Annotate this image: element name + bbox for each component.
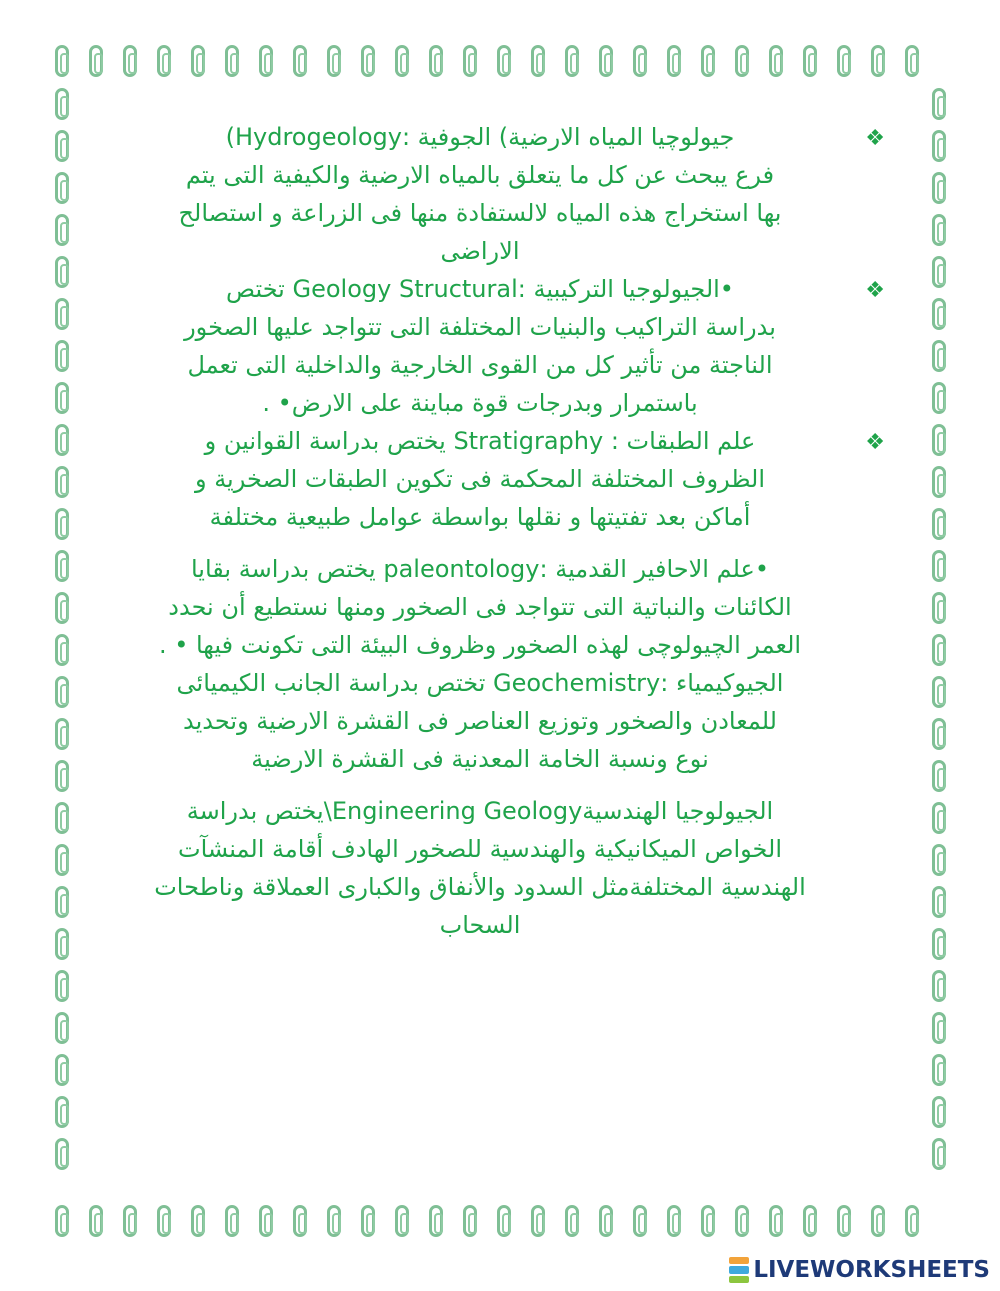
text-line: الهندسية المختلفةمثل السدود والأنفاق والكبارى العملاقة وناطحات [154,873,806,901]
paperclip-icon [497,1205,511,1237]
paperclip-icon [769,1205,783,1237]
paperclip-icon [429,45,443,77]
text-line: علم الطبقات : Stratigraphy يختص بدراسة القوانين و [204,427,756,455]
paperclip-icon [55,928,69,960]
paperclip-icon [55,550,69,582]
paperclip-icon [932,928,946,960]
paperclip-icon [429,1205,443,1237]
paperclip-icon [599,1205,613,1237]
paperclip-icon [55,718,69,750]
paperclip-icon [905,45,919,77]
paperclip-icon [667,1205,681,1237]
text-line: الجيولوجيا الهندسيةEngineering Geology\يختص بدراسة [186,797,774,825]
paperclip-icon [55,466,69,498]
brand-name: LIVEWORKSHEETS [753,1257,990,1283]
logo-bar-icon [729,1266,749,1273]
paperclip-icon [55,340,69,372]
paperclip-icon [667,45,681,77]
paperclip-icon [837,45,851,77]
paperclip-icon [932,1012,946,1044]
paperclip-icon [932,802,946,834]
paperclip-icon [932,718,946,750]
paperclip-icon [932,676,946,708]
paperclip-icon [932,340,946,372]
text-line: الجيوكيمياء :Geochemistry تختص بدراسة الجانب الكيميائى [176,669,784,697]
paperclip-icon [565,1205,579,1237]
paperclip-icon [259,1205,273,1237]
paperclip-icon [932,1138,946,1170]
text-line: فرع يبحث عن كل ما يتعلق بالمياه الارضية والكيفية التى يتم [185,161,775,189]
text-line: الاراضى [440,237,520,265]
paperclip-icon [327,1205,341,1237]
paperclip-icon [395,45,409,77]
paperclip-icon [55,886,69,918]
logo-bar-icon [729,1276,749,1283]
paragraph-hydrogeology [110,118,885,270]
text-line: الكائنات والنباتية التى تتواجد فى الصخور ومنها نستطيع أن نحدد [168,593,792,621]
paperclip-icon [259,45,273,77]
liveworksheets-logo[interactable] [729,1257,990,1283]
paperclip-icon [497,45,511,77]
text-line: السحاب [439,911,521,939]
paperclip-icon [55,508,69,540]
paperclip-icon [932,508,946,540]
paperclip-icon [123,45,137,77]
paperclip-icon [293,45,307,77]
paperclip-icon [55,592,69,624]
paperclip-icon [769,45,783,77]
paperclip-icon [123,1205,137,1237]
text-line: باستمرار وبدرجات قوة مباينة على الارض• . [262,389,698,417]
paragraph-paleontology-geochemistry [110,550,850,778]
paperclip-icon [89,1205,103,1237]
paperclip-icon [55,676,69,708]
text-line: أماكن بعد تفتيتها و نقلها بواسطة عوامل طبيعية مختلفة [209,503,751,531]
paperclip-icon [55,1138,69,1170]
text-line: •الجيولوجيا التركيبية :Geology Structural تختص [226,275,734,303]
paperclip-icon [361,45,375,77]
paperclip-icon [735,1205,749,1237]
text-line: الظروف المختلفة المحكمة فى تكوين الطبقات الصخرية و [194,465,766,493]
paragraph-engineering-geology [110,792,850,944]
paperclip-icon [932,424,946,456]
paperclip-icon [932,130,946,162]
text-line: جيولوچيا المياه الارضية) الجوفية :Hydrogeology) [225,123,735,151]
paperclip-icon [55,214,69,246]
paperclip-icon [871,45,885,77]
paperclip-icon [837,1205,851,1237]
paperclip-icon [932,172,946,204]
paperclip-icon [932,1096,946,1128]
paperclip-icon [932,550,946,582]
diamond-bullet-icon: ❖ [865,278,885,303]
paperclip-icon [932,592,946,624]
paperclip-icon [225,45,239,77]
paperclip-icon [55,382,69,414]
paperclip-icon [395,1205,409,1237]
paperclip-icon [633,1205,647,1237]
paperclip-icon [871,1205,885,1237]
paperclip-icon [55,424,69,456]
text-line: الناجتة من تأثير كل من القوى الخارجية والداخلية التى تعمل [187,351,773,379]
paperclip-icon [932,382,946,414]
text-line: •علم الاحافير القدمية :paleontology يختص بدراسة بقايا [190,555,769,583]
paperclip-icon [361,1205,375,1237]
paperclip-icon [55,634,69,666]
paperclip-icon [55,172,69,204]
logo-bar-icon [729,1257,749,1264]
paperclip-icon [932,970,946,1002]
worksheet-text [110,118,885,944]
paperclip-icon [225,1205,239,1237]
paperclip-icon [932,886,946,918]
paperclip-icon [531,45,545,77]
paragraph-stratigraphy [110,422,885,536]
paperclip-icon [157,1205,171,1237]
paperclip-icon [633,45,647,77]
paperclip-icon [55,88,69,120]
paperclip-icon [191,45,205,77]
paperclip-icon [531,1205,545,1237]
paperclip-icon [327,45,341,77]
paperclip-icon [55,298,69,330]
liveworksheets-logo-icon [729,1257,749,1283]
paperclip-icon [932,88,946,120]
paperclip-icon [157,45,171,77]
text-line: الخواص الميكانيكية والهندسية للصخور الهادف أقامة المنشآت [177,835,783,863]
paperclip-icon [803,1205,817,1237]
paperclip-icon [55,1012,69,1044]
paperclip-icon [932,466,946,498]
paperclip-icon [55,844,69,876]
paperclip-icon [55,256,69,288]
paperclip-icon [55,802,69,834]
text-line: بدراسة التراكيب والبنيات المختلفة التى تتواجد عليها الصخور [184,313,776,341]
paperclip-icon [463,45,477,77]
diamond-bullet-icon: ❖ [865,430,885,455]
diamond-bullet-icon: ❖ [865,126,885,151]
paperclip-icon [932,1054,946,1086]
paperclip-icon [932,298,946,330]
paperclip-icon [55,130,69,162]
paperclip-icon [701,1205,715,1237]
paperclip-icon [89,45,103,77]
paperclip-icon [932,214,946,246]
paperclip-icon [735,45,749,77]
paperclip-icon [463,1205,477,1237]
text-line: للمعادن والصخور وتوزيع العناصر فى القشرة الارضية وتحديد [183,707,777,735]
paperclip-icon [55,1096,69,1128]
paperclip-icon [803,45,817,77]
paperclip-icon [55,1205,69,1237]
paperclip-icon [701,45,715,77]
text-line: العمر الچيولوچى لهذه الصخور وظروف البيئة التى تكونت فيها • . [158,631,802,659]
paperclip-icon [932,256,946,288]
text-line: نوع ونسبة الخامة المعدنية فى القشرة الارضية [251,745,709,773]
paperclip-icon [599,45,613,77]
paperclip-icon [932,634,946,666]
paperclip-icon [932,760,946,792]
paperclip-icon [55,760,69,792]
paperclip-icon [191,1205,205,1237]
paperclip-icon [932,844,946,876]
paperclip-icon [55,45,69,77]
paperclip-icon [565,45,579,77]
paperclip-icon [905,1205,919,1237]
paperclip-icon [293,1205,307,1237]
text-line: بها استخراج هذه المياه لالستفادة منها فى الزراعة و استصالح [178,199,782,227]
paperclip-icon [55,970,69,1002]
paragraph-structural-geology [110,270,885,422]
paperclip-icon [55,1054,69,1086]
